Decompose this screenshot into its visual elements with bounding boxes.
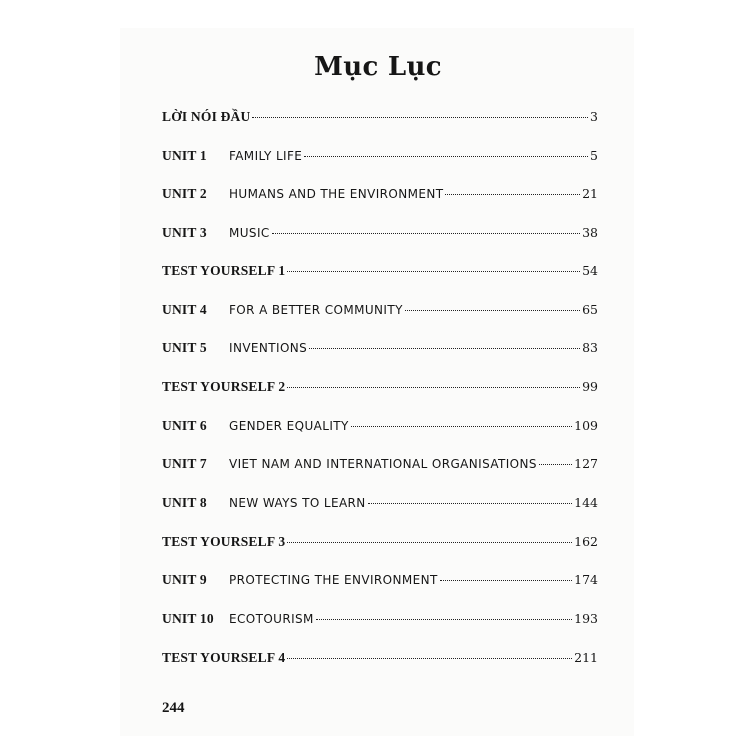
toc-page-number: 162 xyxy=(574,534,598,549)
toc-entry-title: HUMANS AND THE ENVIRONMENT xyxy=(229,187,444,201)
toc-entry-title: TEST YOURSELF 1 xyxy=(162,263,286,278)
dot-leader xyxy=(287,658,572,659)
toc-page-number: 99 xyxy=(582,379,598,394)
dot-leader xyxy=(272,233,580,234)
toc-page-number: 3 xyxy=(590,109,598,124)
toc-entry-title: FAMILY LIFE xyxy=(229,149,303,163)
toc-unit-number: UNIT 1 xyxy=(162,148,207,163)
toc-entry-title: LỜI NÓI ĐẦU xyxy=(162,109,251,124)
toc-unit-number: UNIT 9 xyxy=(162,572,207,587)
toc-entry-title: TEST YOURSELF 4 xyxy=(162,650,286,665)
toc-entry-title: GENDER EQUALITY xyxy=(229,419,349,433)
toc-entry xyxy=(162,340,598,362)
toc-page-number: 193 xyxy=(574,611,598,626)
toc-entry-title: FOR A BETTER COMMUNITY xyxy=(229,303,403,317)
toc-unit-number: UNIT 6 xyxy=(162,418,207,433)
dot-leader xyxy=(440,580,572,581)
dot-leader xyxy=(539,464,572,465)
toc-entry-title: INVENTIONS xyxy=(229,341,308,355)
toc-unit-number: UNIT 4 xyxy=(162,302,207,317)
toc-entry-title: PROTECTING THE ENVIRONMENT xyxy=(229,573,438,587)
dot-leader xyxy=(252,117,588,118)
toc-entry xyxy=(162,186,598,208)
toc-page-number: 127 xyxy=(574,456,598,471)
toc-page-number: 83 xyxy=(582,340,598,355)
dot-leader xyxy=(309,348,580,349)
toc-page-number: 38 xyxy=(582,225,598,240)
toc-entry-title: TEST YOURSELF 2 xyxy=(162,379,286,394)
page-number: 244 xyxy=(162,700,185,716)
toc-entry-title: MUSIC xyxy=(229,226,270,240)
toc-entry xyxy=(162,379,598,401)
toc-entry xyxy=(162,650,598,672)
toc-entry xyxy=(162,109,598,131)
dot-leader xyxy=(368,503,572,504)
toc-entry xyxy=(162,611,598,633)
toc-page-number: 211 xyxy=(574,650,598,665)
toc-page-number: 54 xyxy=(582,263,598,278)
toc-unit-number: UNIT 7 xyxy=(162,456,207,471)
toc-unit-number: UNIT 10 xyxy=(162,611,214,626)
toc-entry-title: NEW WAYS TO LEARN xyxy=(229,496,366,510)
toc-entry xyxy=(162,302,598,324)
toc-page-number: 5 xyxy=(590,148,598,163)
dot-leader xyxy=(351,426,572,427)
toc-page-number: 174 xyxy=(574,572,598,587)
toc-entry xyxy=(162,456,598,478)
toc-entry xyxy=(162,495,598,517)
toc-entry xyxy=(162,534,598,556)
toc-entry xyxy=(162,263,598,285)
toc-entry xyxy=(162,148,598,170)
page-title: Mục Lục xyxy=(314,52,442,82)
toc-entry-title: VIET NAM AND INTERNATIONAL ORGANISATIONS xyxy=(229,457,537,471)
toc-page-number: 21 xyxy=(582,186,598,201)
toc-unit-number: UNIT 8 xyxy=(162,495,207,510)
dot-leader xyxy=(304,156,588,157)
dot-leader xyxy=(405,310,580,311)
toc-page-number: 144 xyxy=(574,495,598,510)
toc-unit-number: UNIT 3 xyxy=(162,225,207,240)
toc-page-number: 109 xyxy=(574,418,598,433)
dot-leader xyxy=(287,542,572,543)
toc-entry xyxy=(162,572,598,594)
toc-entry xyxy=(162,225,598,247)
toc-entry-title: TEST YOURSELF 3 xyxy=(162,534,286,549)
dot-leader xyxy=(316,619,572,620)
toc-page-number: 65 xyxy=(582,302,598,317)
dot-leader xyxy=(445,194,580,195)
toc-unit-number: UNIT 5 xyxy=(162,340,207,355)
toc-unit-number: UNIT 2 xyxy=(162,186,207,201)
dot-leader xyxy=(287,271,580,272)
dot-leader xyxy=(287,387,580,388)
toc-entry-title: ECOTOURISM xyxy=(229,612,314,626)
toc-entry xyxy=(162,418,598,440)
